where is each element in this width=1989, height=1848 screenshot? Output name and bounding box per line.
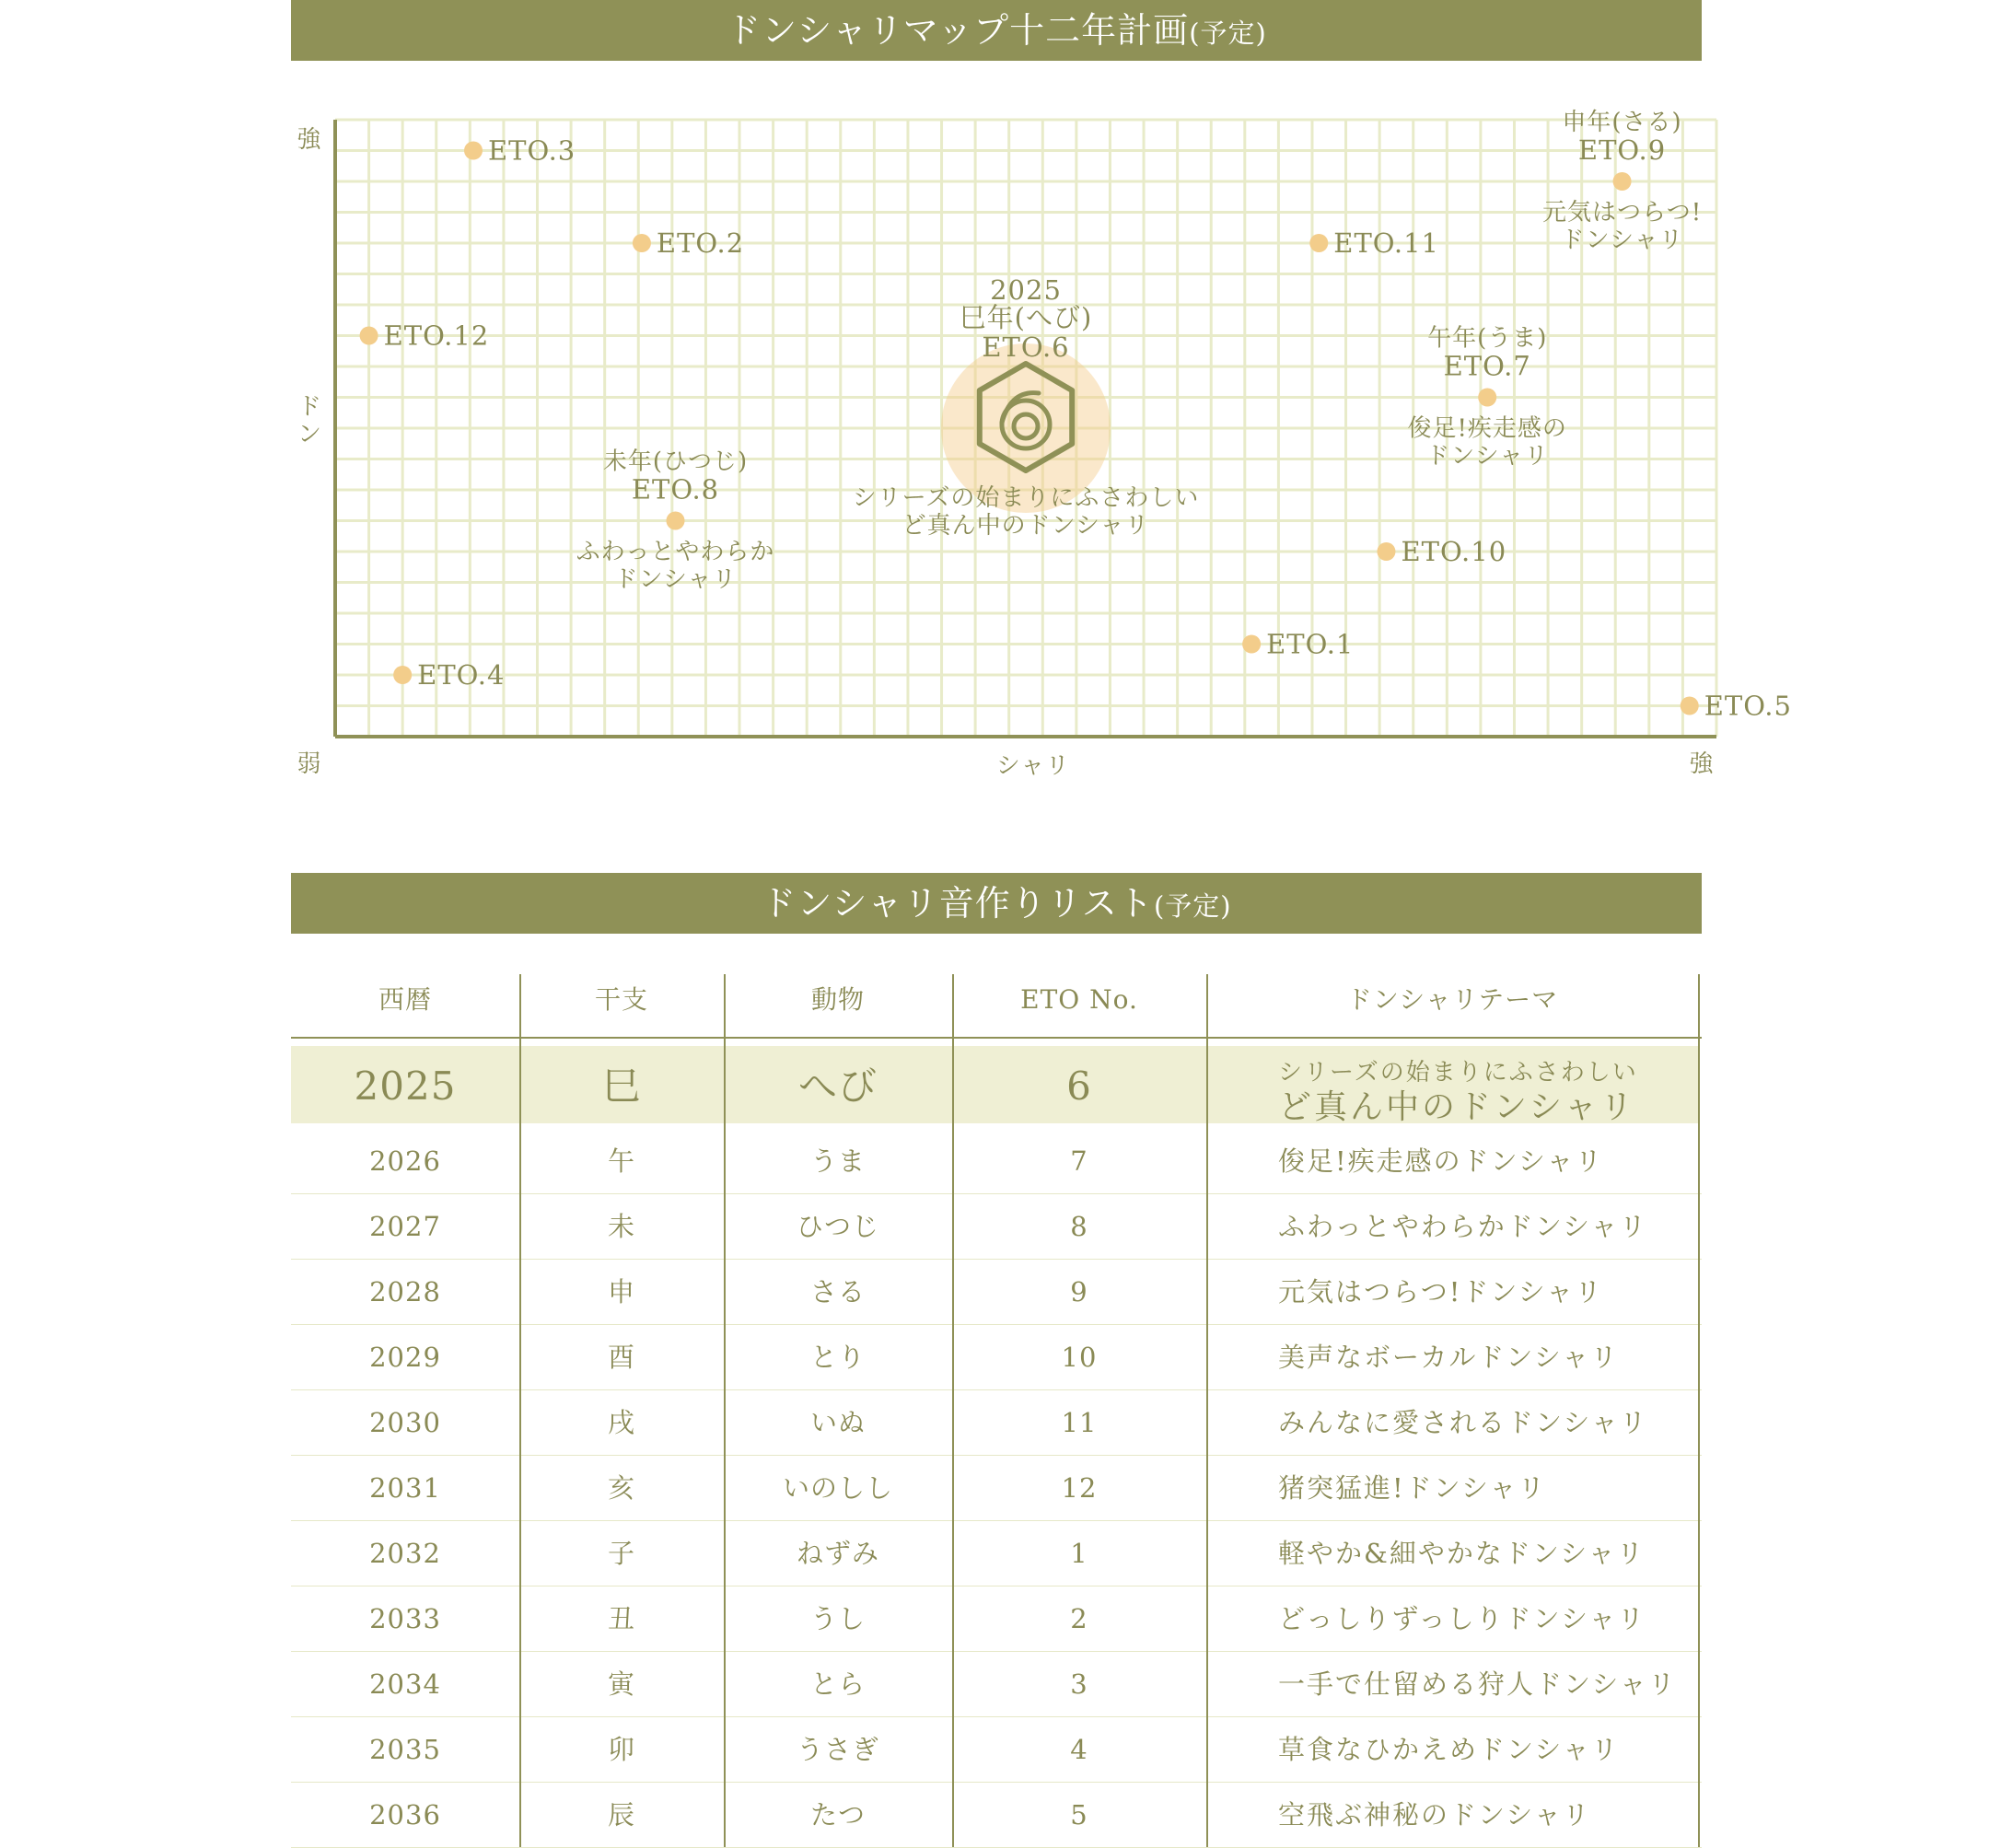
cell-eto: 申 — [607, 1276, 635, 1308]
cell-eto: 卯 — [607, 1734, 635, 1765]
donshari-map-chart — [0, 83, 1989, 783]
cell-year: 2026 — [369, 1145, 441, 1177]
data-point — [393, 666, 412, 684]
table-row-highlight — [291, 1039, 1702, 1129]
cell-year: 2027 — [369, 1211, 441, 1242]
data-point — [1309, 234, 1328, 252]
cell-theme: どっしりずっしりドンシャリ — [1278, 1603, 1646, 1634]
cell-animal: とり — [809, 1342, 866, 1373]
cell-theme-line1: シリーズの始まりにふさわしい — [1278, 1059, 1638, 1087]
column-divider — [1206, 974, 1208, 1847]
point-label: ETO.1 — [1266, 628, 1355, 660]
list-title-suffix: (予定) — [1153, 890, 1232, 922]
cell-animal: うま — [809, 1145, 866, 1177]
point-desc-label: ドンシャリ — [1560, 227, 1684, 254]
cell-no: 11 — [1061, 1407, 1098, 1438]
point-label: ETO.7 — [1443, 350, 1531, 382]
cell-animal: へび — [797, 1063, 878, 1109]
point-name-label: 巳年(へび) — [959, 302, 1093, 333]
cell-theme: 元気はつらつ!ドンシャリ — [1278, 1276, 1604, 1308]
point-label: ETO.4 — [417, 659, 506, 691]
x-axis-low-label: 弱 — [297, 750, 322, 778]
cell-no: 3 — [1070, 1668, 1088, 1700]
cell-animal: うさぎ — [796, 1734, 879, 1765]
cell-animal: とら — [809, 1668, 866, 1700]
cell-theme: 空飛ぶ神秘のドンシャリ — [1278, 1799, 1591, 1831]
data-point — [464, 142, 483, 160]
header-year: 西暦 — [378, 984, 432, 1015]
cell-eto: 寅 — [607, 1668, 635, 1700]
x-axis-high-label: 強 — [1689, 750, 1715, 778]
cell-year: 2034 — [369, 1668, 441, 1700]
table-row — [291, 1260, 1702, 1325]
column-divider — [1698, 974, 1700, 1847]
point-label: ETO.5 — [1704, 690, 1792, 722]
cell-eto: 戌 — [607, 1407, 635, 1438]
table-row — [291, 1456, 1702, 1521]
cell-theme: 草食なひかえめドンシャリ — [1278, 1734, 1620, 1765]
cell-theme: ふわっとやわらかドンシャリ — [1278, 1211, 1648, 1242]
cell-eto: 午 — [607, 1145, 635, 1177]
point-label: ETO.6 — [982, 331, 1070, 363]
point-year-label: 2025 — [990, 274, 1062, 306]
column-divider — [724, 974, 726, 1847]
point-desc-label: シリーズの始まりにふさわしい — [852, 484, 1200, 512]
cell-no: 10 — [1061, 1342, 1098, 1373]
data-point — [360, 327, 378, 345]
point-label: ETO.2 — [656, 227, 745, 259]
table-row — [291, 1717, 1702, 1783]
cell-animal: いのしし — [782, 1472, 893, 1504]
point-desc-label: ドンシャリ — [613, 565, 738, 594]
y-axis-high-label: 強 — [297, 126, 322, 154]
list-title-banner — [291, 873, 1702, 934]
cell-theme: 軽やか&細やかなドンシャリ — [1278, 1538, 1646, 1569]
point-desc-label: 元気はつらつ! — [1541, 199, 1703, 227]
cell-animal: さる — [809, 1276, 866, 1308]
point-name-label: 午年(うま) — [1427, 324, 1548, 353]
data-point — [1377, 542, 1395, 561]
list-title: ドンシャリ音作りリスト — [761, 883, 1154, 924]
table-row — [291, 1129, 1702, 1194]
cell-eto: 未 — [607, 1211, 635, 1242]
cell-theme: 俊足!疾走感のドンシャリ — [1278, 1145, 1604, 1177]
table-row — [291, 1194, 1702, 1260]
map-title-suffix: (予定) — [1189, 17, 1267, 49]
cell-year: 2035 — [369, 1734, 441, 1765]
cell-no: 9 — [1070, 1276, 1088, 1308]
data-point — [1613, 172, 1632, 191]
cell-animal: たつ — [809, 1799, 866, 1831]
data-point — [667, 512, 685, 530]
cell-year: 2029 — [369, 1342, 441, 1373]
point-desc-label: 俊足!疾走感の — [1407, 414, 1567, 443]
header-eto-no: ETO No. — [1020, 984, 1138, 1015]
cell-animal: ひつじ — [796, 1211, 879, 1242]
cell-no: 12 — [1061, 1472, 1098, 1504]
cell-theme: 一手で仕留める狩人ドンシャリ — [1278, 1668, 1677, 1700]
map-title-banner — [291, 0, 1702, 61]
column-divider — [519, 974, 521, 1847]
table-row — [291, 1586, 1702, 1652]
table-row — [291, 1390, 1702, 1456]
table-row — [291, 1521, 1702, 1586]
cell-theme: みんなに愛されるドンシャリ — [1278, 1407, 1648, 1438]
cell-year: 2028 — [369, 1276, 441, 1308]
cell-eto: 子 — [607, 1538, 635, 1569]
y-axis-label: ドン — [297, 393, 322, 448]
point-label: ETO.3 — [488, 134, 576, 167]
cell-no: 7 — [1070, 1145, 1088, 1177]
cell-year: 2025 — [354, 1063, 457, 1109]
header-eto: 干支 — [594, 984, 648, 1015]
point-name-label: 未年(ひつじ) — [602, 447, 749, 476]
sound-list-table — [291, 974, 1702, 1848]
point-label: ETO.11 — [1333, 227, 1440, 259]
cell-year: 2031 — [369, 1472, 441, 1504]
cell-no: 5 — [1070, 1799, 1088, 1831]
cell-eto: 酉 — [607, 1342, 635, 1373]
cell-animal: うし — [809, 1603, 866, 1634]
point-desc-label: ど真ん中のドンシャリ — [901, 512, 1150, 540]
header-theme: ドンシャリテーマ — [1345, 984, 1559, 1015]
header-animal: 動物 — [810, 984, 865, 1015]
data-point — [633, 234, 651, 252]
table-row — [291, 1325, 1702, 1390]
data-point — [1681, 697, 1699, 715]
cell-year: 2032 — [369, 1538, 441, 1569]
point-desc-label: ふわっとやわらか — [576, 538, 775, 566]
point-label: ETO.10 — [1401, 536, 1507, 567]
point-label: ETO.9 — [1577, 134, 1667, 166]
cell-eto: 巳 — [601, 1063, 642, 1109]
cell-animal: ねずみ — [796, 1538, 879, 1569]
cell-eto: 辰 — [607, 1799, 635, 1831]
cell-theme: 猪突猛進!ドンシャリ — [1278, 1472, 1547, 1504]
table-body — [291, 1129, 1702, 1848]
cell-no: 8 — [1070, 1211, 1088, 1242]
cell-theme: 美声なボーカルドンシャリ — [1278, 1342, 1620, 1373]
x-axis-label: シャリ — [995, 752, 1071, 780]
point-label: ETO.8 — [631, 473, 720, 506]
table-row — [291, 1652, 1702, 1717]
cell-no: 4 — [1070, 1734, 1088, 1765]
cell-theme-line2: ど真ん中のドンシャリ — [1278, 1088, 1636, 1126]
cell-no: 1 — [1070, 1538, 1088, 1569]
cell-year: 2033 — [369, 1603, 441, 1634]
data-point — [1478, 389, 1496, 407]
table-row — [291, 1783, 1702, 1848]
point-desc-label: ドンシャリ — [1425, 442, 1550, 471]
cell-animal: いぬ — [809, 1407, 866, 1438]
point-name-label: 申年(さる) — [1562, 109, 1682, 136]
data-point — [1242, 635, 1261, 654]
cell-year: 2036 — [369, 1799, 441, 1831]
cell-eto: 亥 — [607, 1472, 635, 1504]
map-title: ドンシャリマップ十二年計画 — [726, 10, 1190, 51]
point-label: ETO.12 — [383, 320, 490, 352]
cell-eto: 丑 — [607, 1603, 635, 1634]
cell-theme — [1278, 1039, 1698, 1129]
cell-no: 2 — [1070, 1603, 1088, 1634]
cell-eto-no: 6 — [1066, 1063, 1092, 1109]
column-divider — [952, 974, 954, 1847]
table-header-row — [291, 974, 1702, 1039]
cell-year: 2030 — [369, 1407, 441, 1438]
